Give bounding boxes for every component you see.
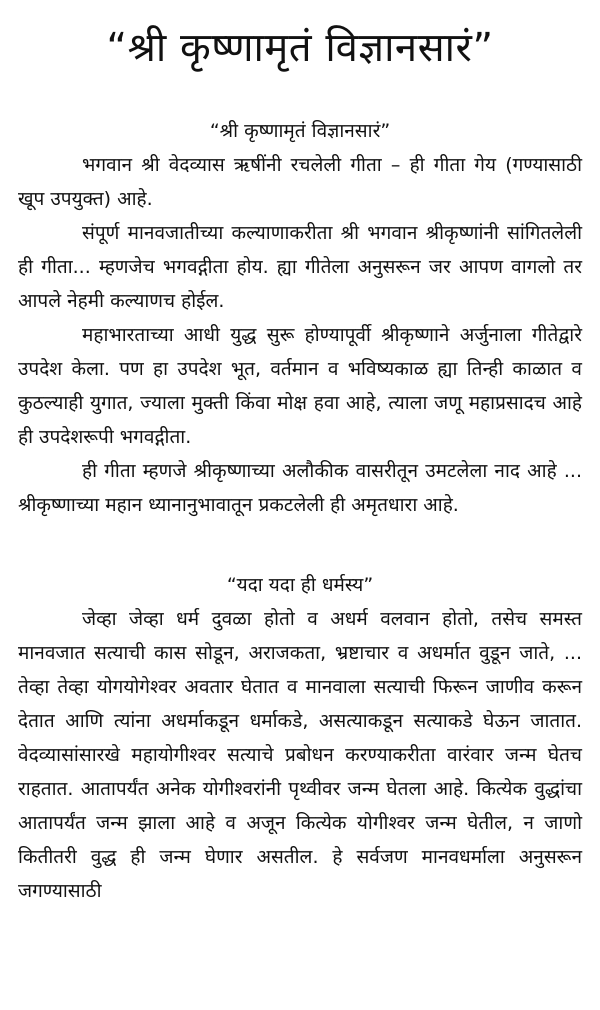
page-title: “श्री कृष्णामृतं विज्ञानसारं” [106,25,494,71]
paragraph: जेव्हा जेव्हा धर्म दुवळा होतो व अधर्म वलवान होतो, तसेच समस्त मानवजात सत्याची कास सोडून, अराजकता, भ्रष्टाचार व अधर्मात वुडून जाते, ... तेव्हा तेव्हा योगयोगेश्वर अवतार घेतात व मानवाला सत्याची फिरून जाणीव करून देतात आणि त्यांना अधर्माकडून धर्माकडे, असत्याकडून सत्याकडे घेऊन जातात. वेदव्यासांसारखे महायोगीश्वर सत्याचे प्रबोधन करण्याकरीता वारंवार जन्म घेतच राहतात. आतापर्यंत अनेक योगीश्वरांनी पृथ्वीवर जन्म घेतला आहे. कित्येक वुद्धांचा आतापर्यंत जन्म झाला आहे व अजून कित्येक योगीश्वर जन्म घेतील, न जाणो कितीतरी वुद्ध ही जन्म घेणार असतील. हे सर्वजण मानवधर्माला अनुसरून जगण्यासाठी [18,608,582,902]
paragraph: ही गीता म्हणजे श्रीकृष्णाच्या अलौकीक वासरीतून उमटलेला नाद आहे ... श्रीकृष्णाच्या महान ध्यानानुभावातून प्रकटलेली ही अमृतधारा आहे. [18,460,582,516]
section-heading-yada-yada: “यदा यदा ही धर्मस्य” [226,574,374,596]
paragraph: महाभारताच्या आधी युद्ध सुरू होण्यापूर्वी श्रीकृष्णाने अर्जुनाला गीतेद्वारे उपदेश केला. पण हा उपदेश भूत, वर्तमान व भविष्यकाळ ह्या तिन्ही काळात व कुठल्याही युगात, ज्याला मुक्ती किंवा मोक्ष हवा आहे, त्याला जणू महाप्रसादच आहे ही उपदेशरूपी भगवद्गीता. [18,324,582,448]
section-heading-krishnamrutam: “श्री कृष्णामृतं विज्ञानसारं” [209,120,391,142]
section-spacer [18,522,582,568]
paragraph: भगवान श्री वेदव्यास ऋषींनी रचलेली गीता – ही गीता गेय (गण्यासाठी खूप उपयुक्त) आहे. [18,154,582,210]
paragraph: संपूर्ण मानवजातीच्या कल्याणाकरीता श्री भगवान श्रीकृष्णांनी सांगितलेली ही गीता... म्हणजेच भगवद्गीता होय. ह्या गीतेला अनुसरून जर आपण वागलो तर आपले नेहमी कल्याणच होईल. [18,222,582,312]
